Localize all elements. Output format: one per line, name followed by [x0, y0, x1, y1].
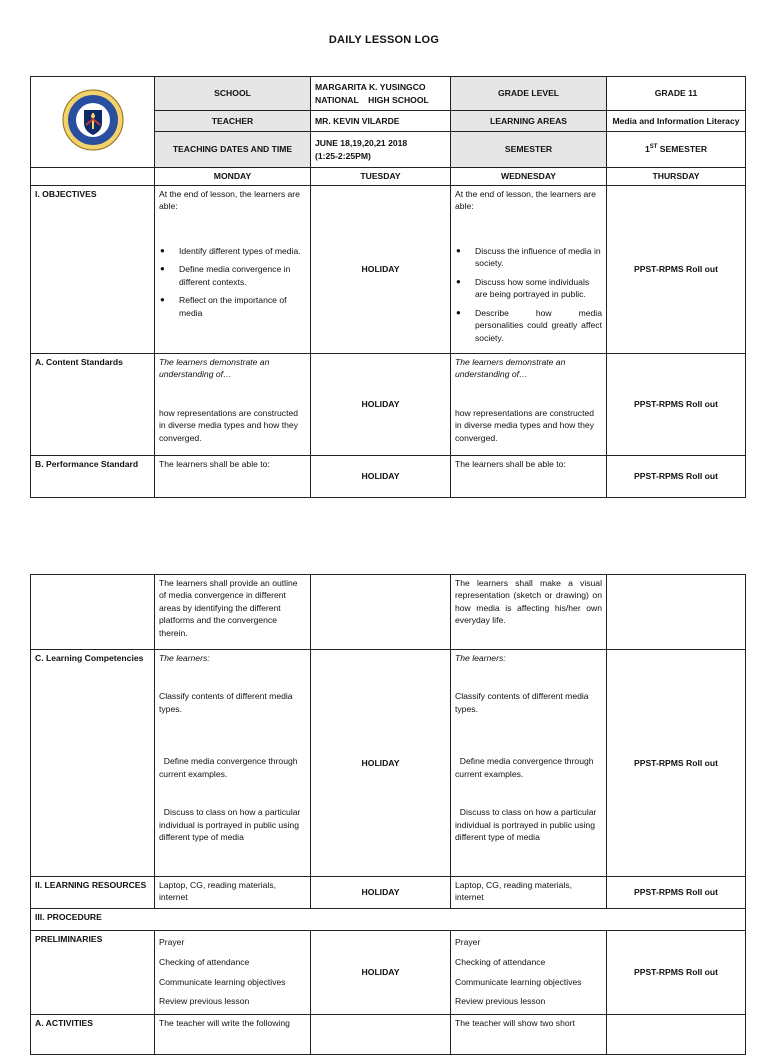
performance-standard-wednesday: The learners shall be able to: [451, 456, 607, 498]
preliminaries-label: PRELIMINARIES [31, 931, 155, 1015]
learning-areas-label: LEARNING AREAS [451, 111, 607, 132]
activities-thursday [607, 1015, 746, 1055]
document-title: DAILY LESSON LOG [328, 34, 440, 46]
lesson-log-table-bottom [30, 574, 746, 1055]
deped-seal-logo [62, 89, 124, 151]
objective-item: ● Define media convergence in different contexts. [159, 263, 306, 288]
day-header-monday: MONDAY [155, 168, 311, 186]
objective-item: ● Discuss the influence of media in society. [455, 245, 602, 270]
objective-item: ● Reflect on the importance of media [159, 294, 306, 319]
teaching-dates-value: JUNE 18,19,20,21 2018 (1:25-2:25PM) [311, 132, 451, 168]
activities-monday: The teacher will write the following [155, 1015, 311, 1055]
objective-item: ● Describe how media personalities could greatly affect society. [455, 307, 602, 344]
performance-standard-thursday-rollout: PPST-RPMS Roll out [607, 456, 746, 498]
day-header-blank [31, 168, 155, 186]
performance-cont-tuesday [311, 575, 451, 650]
competencies-wednesday: The learners: Classify contents of different media types. Define media convergence through current examples. Discuss to class on how a particular individual is portrayed in public using different type of media [451, 650, 607, 877]
deped-seal-cell [31, 77, 155, 168]
learning-resources-thursday-rollout: PPST-RPMS Roll out [607, 877, 746, 909]
competencies-tuesday-holiday: HOLIDAY [311, 650, 451, 877]
day-header-wednesday: WEDNESDAY [451, 168, 607, 186]
activities-label: A. ACTIVITIES [31, 1015, 155, 1055]
learning-resources-monday: Laptop, CG, reading materials, internet [155, 877, 311, 909]
grade-level-label: GRADE LEVEL [451, 77, 607, 111]
objectives-label: I. OBJECTIVES [31, 186, 155, 354]
teacher-label: TEACHER [155, 111, 311, 132]
performance-cont-label [31, 575, 155, 650]
objectives-wednesday: At the end of lesson, the learners are able: ● Discuss the influence of media in society. ● Discuss how some individuals are being portrayed in public. ● Describe how media personalities could greatly affect society. [451, 186, 607, 354]
preliminaries-monday: Prayer Checking of attendance Communicate learning objectives Review previous lesson [155, 931, 311, 1015]
school-value: MARGARITA K. YUSINGCO NATIONAL HIGH SCHOOL [311, 77, 451, 111]
learning-resources-wednesday: Laptop, CG, reading materials, internet [451, 877, 607, 909]
preliminaries-wednesday: Prayer Checking of attendance Communicate learning objectives Review previous lesson [451, 931, 607, 1015]
objectives-tuesday-holiday: HOLIDAY [311, 186, 451, 354]
learning-resources-label: II. LEARNING RESOURCES [31, 877, 155, 909]
competencies-label: C. Learning Competencies [31, 650, 155, 877]
content-standards-label: A. Content Standards [31, 354, 155, 456]
activities-tuesday [311, 1015, 451, 1055]
objective-item: ● Identify different types of media. [159, 245, 306, 257]
semester-value: 1ST SEMESTER [607, 132, 746, 168]
procedure-label: III. PROCEDURE [31, 909, 746, 931]
teaching-dates-label: TEACHING DATES AND TIME [155, 132, 311, 168]
content-standards-wednesday: The learners demonstrate an understanding of… how representations are constructed in diverse media types and how they converged. [451, 354, 607, 456]
objectives-monday: At the end of lesson, the learners are able: ● Identify different types of media. ● Define media convergence in different contexts. ● Reflect on the importance of media [155, 186, 311, 354]
performance-standard-label: B. Performance Standard [31, 456, 155, 498]
competencies-thursday-rollout: PPST-RPMS Roll out [607, 650, 746, 877]
learning-areas-value: Media and Information Literacy [607, 111, 746, 132]
competencies-monday: The learners: Classify contents of different media types. Define media convergence through current examples. Discuss to class on how a particular individual is portrayed in public using different type of media [155, 650, 311, 877]
day-header-tuesday: TUESDAY [311, 168, 451, 186]
performance-standard-tuesday-holiday: HOLIDAY [311, 456, 451, 498]
grade-level-value: GRADE 11 [607, 77, 746, 111]
semester-label: SEMESTER [451, 132, 607, 168]
lesson-log-table-top [30, 76, 746, 498]
activities-wednesday: The teacher will show two short [451, 1015, 607, 1055]
school-label: SCHOOL [155, 77, 311, 111]
content-standards-monday: The learners demonstrate an understanding of… how representations are constructed in diverse media types and how they converged. [155, 354, 311, 456]
preliminaries-thursday-rollout: PPST-RPMS Roll out [607, 931, 746, 1015]
objectives-thursday-rollout: PPST-RPMS Roll out [607, 186, 746, 354]
teacher-value: MR. KEVIN VILARDE [311, 111, 451, 132]
performance-cont-monday: The learners shall provide an outline of media convergence in different areas by identifying the different platforms and the convergence therein. [155, 575, 311, 650]
content-standards-thursday-rollout: PPST-RPMS Roll out [607, 354, 746, 456]
preliminaries-tuesday-holiday: HOLIDAY [311, 931, 451, 1015]
performance-cont-thursday [607, 575, 746, 650]
content-standards-tuesday-holiday: HOLIDAY [311, 354, 451, 456]
learning-resources-tuesday-holiday: HOLIDAY [311, 877, 451, 909]
objective-item: ● Discuss how some individuals are being portrayed in public. [455, 276, 602, 301]
performance-standard-monday: The learners shall be able to: [155, 456, 311, 498]
performance-cont-wednesday: The learners shall make a visual representation (sketch or drawing) on how media is affecting his/her own everyday life. [451, 575, 607, 650]
day-header-thursday: THURSDAY [607, 168, 746, 186]
